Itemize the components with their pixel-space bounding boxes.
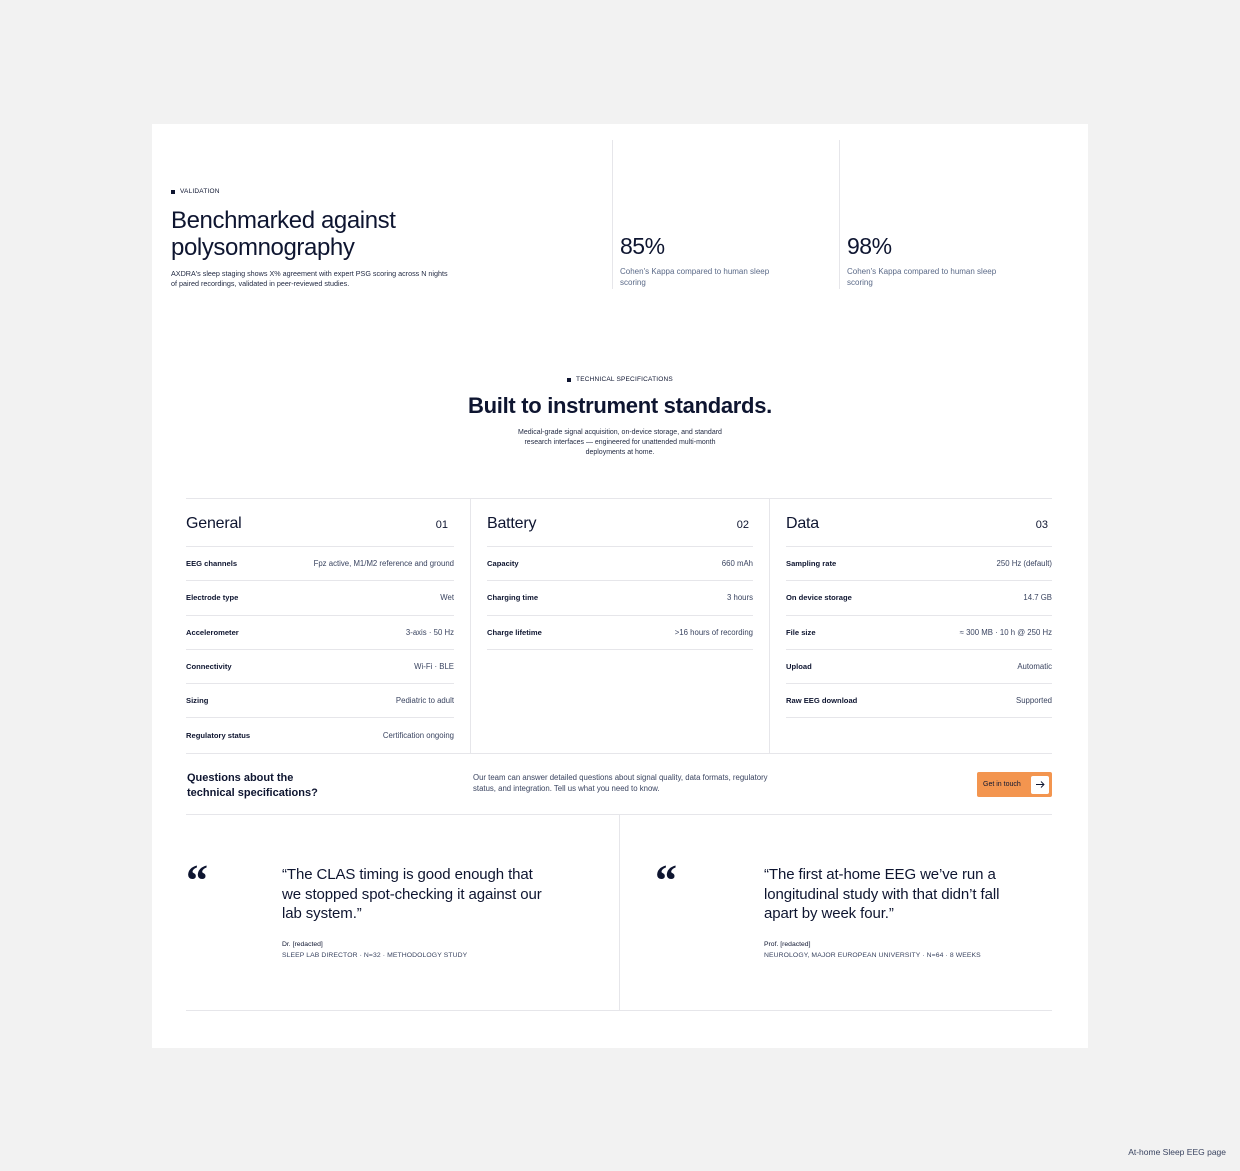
cta-question [187, 771, 367, 801]
testimonials [186, 815, 1052, 1011]
spec-key: Charge lifetime [487, 627, 542, 637]
spec-key: EEG channels [186, 559, 238, 569]
spec-column-number: 03 [1035, 519, 1048, 531]
spec-grid [186, 498, 1052, 754]
spec-value: 660 mAh [721, 559, 753, 569]
spec-value: 250 Hz (default) [996, 559, 1052, 569]
spec-value: Wi-Fi · BLE [414, 662, 454, 672]
testimonial-card [619, 815, 1052, 1010]
spec-key: Sizing [186, 696, 209, 706]
stat-value: 98% [847, 233, 892, 259]
tech-specs-title: Built to instrument standards. [468, 393, 772, 418]
validation-section [171, 188, 461, 289]
quote-mark-icon: “ [655, 856, 677, 905]
spec-column-title: Data [786, 515, 819, 532]
spec-key: File size [786, 627, 816, 637]
spec-value: Fpz active, M1/M2 reference and ground [313, 559, 454, 569]
spec-value: >16 hours of recording [674, 627, 753, 637]
spec-row [186, 547, 454, 581]
square-bullet-icon [171, 190, 175, 194]
testimonial-role: NEUROLOGY, MAJOR EUROPEAN UNIVERSITY · N=64 · 8 WEEKS [764, 952, 981, 959]
testimonial-quote: “The first at-home EEG we’ve run a longitudinal study with that didn’t fall apart by week four.” [764, 866, 1000, 922]
spec-row [786, 547, 1052, 581]
spec-value: Certification ongoing [382, 731, 454, 741]
spec-key: Connectivity [186, 662, 232, 672]
validation-title [171, 207, 461, 261]
spec-row [786, 616, 1052, 650]
spec-column-header [786, 499, 1052, 547]
spec-value: Automatic [1017, 662, 1052, 672]
spec-key: On device storage [786, 593, 852, 603]
spec-column-general [186, 499, 470, 753]
spec-row [786, 684, 1052, 718]
spec-column-battery [470, 499, 769, 753]
get-in-touch-label: Get in touch [983, 781, 1021, 788]
cta-question-line2: technical specifications? [187, 787, 318, 799]
page-card [152, 124, 1088, 1048]
spec-value: 3 hours [726, 593, 753, 603]
quote-mark-icon: “ [186, 856, 208, 905]
spec-key: Regulatory status [186, 731, 251, 741]
validation-eyebrow-label: VALIDATION [180, 188, 220, 195]
spec-row [786, 650, 1052, 684]
spec-key: Capacity [487, 559, 519, 569]
spec-row [487, 547, 753, 581]
spec-key: Sampling rate [786, 559, 837, 569]
tech-specs-eyebrow [152, 376, 1088, 383]
spec-column-number: 02 [736, 519, 749, 531]
spec-value: Wet [440, 593, 454, 603]
square-bullet-icon [567, 378, 571, 382]
spec-key: Electrode type [186, 593, 239, 603]
tech-specs-eyebrow-label: TECHNICAL SPECIFICATIONS [576, 376, 673, 383]
stat-label: Cohen's Kappa compared to human sleep scoring [620, 267, 770, 287]
spec-row [487, 581, 753, 615]
spec-row [186, 616, 454, 650]
spec-key: Upload [786, 662, 812, 672]
questions-cta [186, 754, 1052, 815]
spec-value: Supported [1016, 696, 1052, 706]
tech-specs-description: Medical-grade signal acquisition, on-device storage, and standard research interfaces — engineered for unattended multi-month deployments at home. [518, 429, 722, 456]
spec-column-header [487, 499, 753, 547]
stat-value: 85% [620, 233, 665, 259]
spec-column-header [186, 499, 454, 547]
cta-question-line1: Questions about the [187, 772, 294, 784]
spec-column-title: General [186, 515, 242, 532]
stat-label: Cohen's Kappa compared to human sleep scoring [847, 267, 997, 287]
arrow-right-icon [1031, 776, 1049, 794]
spec-value: 3-axis · 50 Hz [405, 627, 454, 637]
spec-key: Accelerometer [186, 627, 239, 637]
spec-row [186, 718, 454, 752]
spec-row [186, 581, 454, 615]
validation-title-line1: Benchmarked against [171, 207, 396, 234]
spec-column-title: Battery [487, 515, 537, 532]
testimonial-author: Dr. [redacted] [282, 941, 323, 948]
validation-eyebrow [171, 188, 461, 195]
testimonial-author: Prof. [redacted] [764, 941, 811, 948]
stat-kappa-1 [612, 140, 839, 289]
spec-column-data [769, 499, 1052, 753]
get-in-touch-button[interactable] [977, 772, 1052, 797]
spec-key: Raw EEG download [786, 696, 858, 706]
spec-column-number: 01 [435, 519, 448, 531]
stat-kappa-2 [839, 140, 1066, 289]
spec-row [487, 616, 753, 650]
validation-title-line2: polysomnography [171, 234, 355, 261]
testimonial-card [186, 815, 619, 1010]
spec-row [786, 581, 1052, 615]
testimonial-role: SLEEP LAB DIRECTOR · N=32 · METHODOLOGY STUDY [282, 952, 468, 959]
spec-value: ≈ 300 MB · 10 h @ 250 Hz [959, 627, 1052, 637]
spec-row [186, 650, 454, 684]
spec-key: Charging time [487, 593, 539, 603]
spec-row [186, 684, 454, 718]
tech-specs-header [152, 376, 1088, 458]
page-caption: At-home Sleep EEG page [1128, 1147, 1226, 1157]
cta-description: Our team can answer detailed questions about signal quality, data formats, regulatory status, and integration. Tell us what you need to know. [473, 773, 768, 793]
spec-value: 14.7 GB [1023, 593, 1052, 603]
spec-value: Pediatric to adult [395, 696, 454, 706]
testimonial-quote: “The CLAS timing is good enough that we stopped spot-checking it against our lab system.” [282, 866, 542, 922]
validation-description: AXDRA's sleep staging shows X% agreement with expert PSG scoring across N nights of paired recordings, validated in peer-reviewed studies. [171, 269, 448, 288]
